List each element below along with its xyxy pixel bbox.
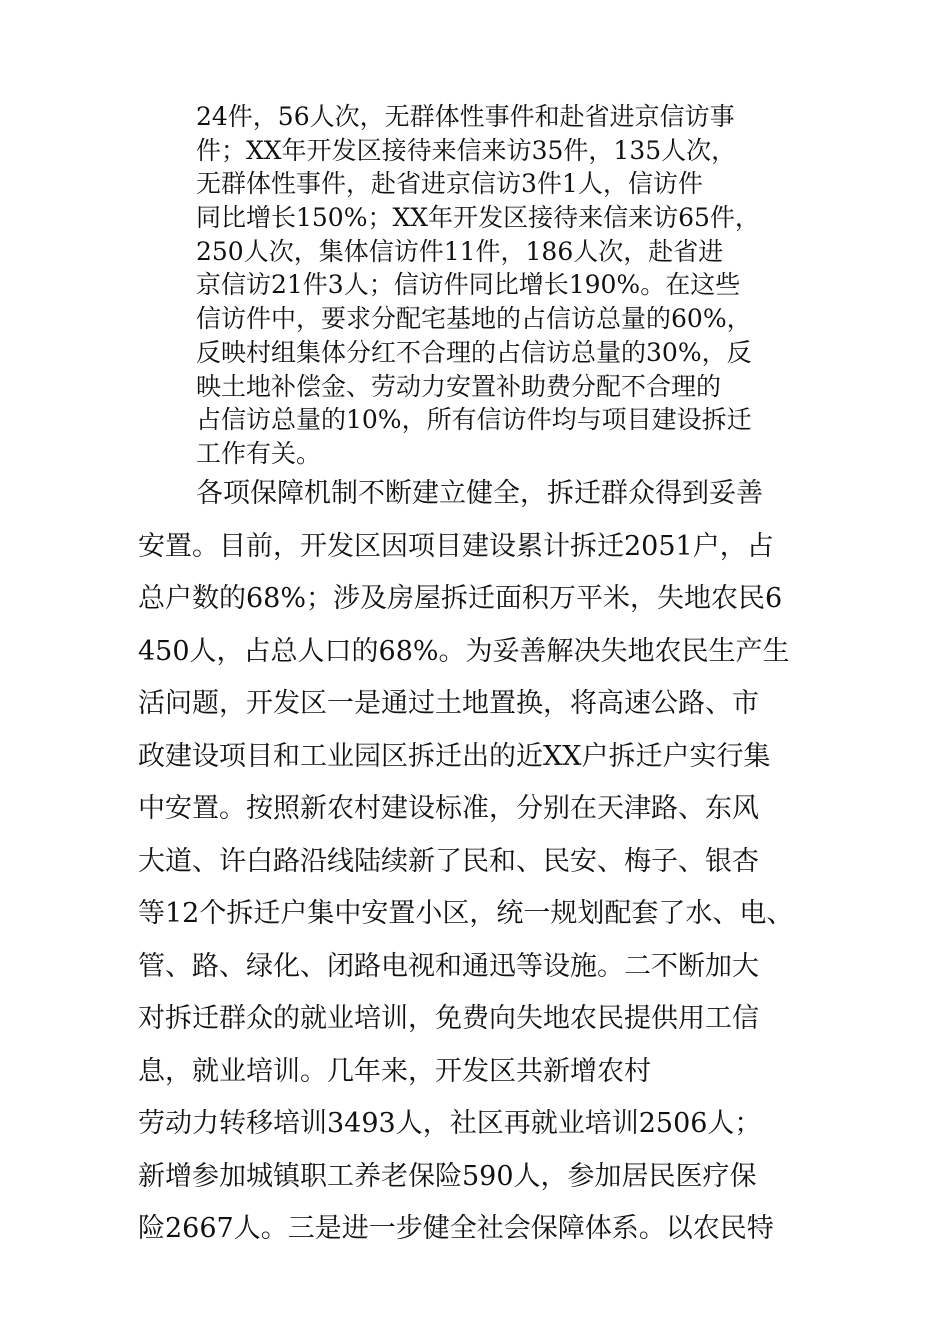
- text-line: 管、路、绿化、闭路电视和通迅等设施。二不断加大: [138, 950, 759, 982]
- text-line: 总户数的68%；涉及房屋拆迁面积万平米，失地农民6: [138, 583, 783, 614]
- text-line: 息，就业培训。几年来，开发区共新增农村: [138, 1055, 651, 1087]
- text-line: 安置。目前，开发区因项目建设累计拆迁2051户，占: [138, 530, 774, 562]
- paragraph-first-line: 各项保障机制不断建立健全，拆迁群众得到妥善: [196, 478, 763, 509]
- text-line: 24件，56人次，无群体性事件和赴省进京信访事: [196, 102, 735, 131]
- text-line: 无群体性事件，赴省进京信访3件1人，信访件: [196, 169, 703, 199]
- text-line: 劳动力转移培训3493人，社区再就业培训2506人；: [138, 1108, 762, 1139]
- text-line: 250人次，集体信访件11件，186人次，赴省进: [196, 236, 724, 266]
- text-line: 占信访总量的10%，所有信访件均与项目建设拆迁: [196, 405, 752, 435]
- text-line: 京信访21件3人；信访件同比增长190%。在这些: [196, 270, 741, 300]
- text-line: 政建设项目和工业园区拆迁出的近XX户拆迁户实行集: [138, 740, 771, 772]
- text-line: 等12个拆迁户集中安置小区，统一规划配套了水、电、: [138, 898, 794, 929]
- text-line: 活问题，开发区一是通过土地置换，将高速公路、市: [138, 688, 759, 719]
- text-line: 映土地补偿金、劳动力安置补助费分配不合理的: [196, 371, 722, 401]
- text-line: 工作有关。: [196, 438, 322, 468]
- body-paragraph: [138, 468, 838, 1256]
- text-line: 险2667人。三是进一步健全社会保障体系。以农民特: [138, 1213, 774, 1244]
- text-line: 新增参加城镇职工养老保险590人，参加居民医疗保: [138, 1160, 757, 1192]
- text-line: 450人，占总人口的68%。为妥善解决失地农民生产生: [138, 635, 790, 667]
- text-line: 对拆迁群众的就业培训，免费向失地农民提供用工信: [138, 1003, 759, 1034]
- text-line: 信访件中，要求分配宅基地的占信访总量的60%，: [196, 304, 752, 334]
- text-line: 反映村组集体分红不合理的占信访总量的30%，反: [196, 337, 752, 367]
- text-line: 大道、许白路沿线陆续新了民和、民安、梅子、银杏: [138, 845, 759, 877]
- indented-quote-block: [196, 100, 836, 471]
- text-line: 中安置。按照新农村建设标准，分别在天津路、东风: [138, 793, 759, 824]
- text-line: 同比增长150%；XX年开发区接待来信来访65件，: [196, 203, 760, 233]
- text-line: 件；XX年开发区接待来信来访35件，135人次，: [196, 135, 737, 165]
